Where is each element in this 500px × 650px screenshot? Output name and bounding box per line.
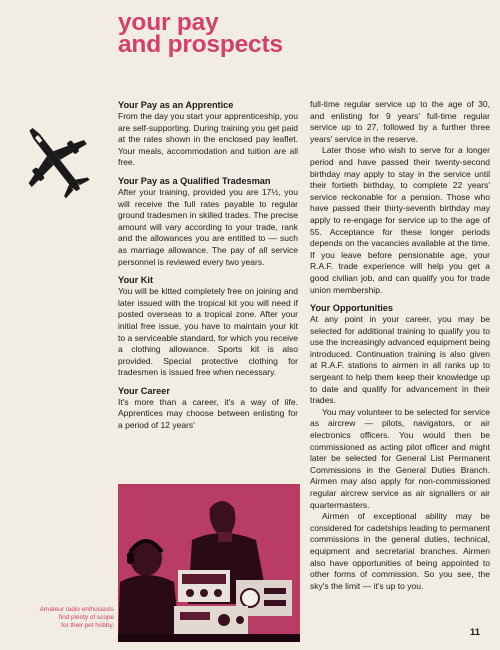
paragraph-opportunities-commissions: Airmen of exceptional ability may be considered for cadetships leading to permanent commissions in the general duties, technical, equipment and secretarial branches. Airmen also have opportunities of being appointed to other forms of commission. So you see, the sky's the limit — it's up to you. <box>310 511 490 591</box>
paragraph-tradesman-pay: After your training, provided you are 17½, you will receive the full rates payable to regular ground tradesmen in skilled trades. The precise amount will vary according to your trade, rank and the allowances you are entitled to — such as marriage allowance. The pay of all service personnel is reviewed every two years. <box>118 186 298 267</box>
page-title <box>118 9 283 58</box>
paragraph-career: It's more than a career, it's a way of life. Apprentices may choose between enlisting for a period of 12 years' <box>118 396 298 431</box>
page-title-line-2: and prospects <box>118 31 283 58</box>
left-column <box>118 99 298 432</box>
heading-career: Your Career <box>118 385 170 396</box>
page-number: 11 <box>470 627 481 638</box>
paragraph-kit: You will be kitted completely free on joining and later issued with the tropical kit you will need if posted overseas to a tropical zone. After your initial free issue, you have to maintain your kit to a serviceable standard, for which you receive a clothing allowance. Sports kit is also provided. Special protective clothing for tradesmen is issued free when necessary. <box>118 286 298 378</box>
caption-line-2: find plenty of scope <box>58 614 114 621</box>
heading-tradesman-pay: Your Pay as a Qualified Tradesman <box>118 175 271 186</box>
paragraph-opportunities-aircrew: You may volunteer to be selected for service as aircrew — pilots, navigators, or air electronics officers. You would then be commissioned as acting pilot officer and might later be selected for General List Permanent Commissions in the General Duties Branch. Airmen may also apply for non-commissioned regular aircrew service as air signallers or air quartermasters. <box>310 406 490 510</box>
jet-aircraft-icon <box>18 118 92 202</box>
caption-line-3: for their pet hobby. <box>61 622 114 629</box>
page-title-line-1: your pay <box>118 9 219 36</box>
caption-line-1: Amateur radio enthusiasts <box>39 606 114 613</box>
heading-kit: Your Kit <box>118 275 154 286</box>
heading-opportunities: Your Opportunities <box>310 303 394 314</box>
photo-caption <box>20 606 114 630</box>
paragraph-opportunities-training: At any point in your career, you may be selected for additional training to qualify you to use the increasingly advanced equipment being introduced. Continuation training is also given at R.A.F. stations to airmen in all ranks up to sergeant to help them keep their knowledge up to date and qualify for advancement in their trades. <box>310 314 490 406</box>
paragraph-longer-service: Later those who wish to serve for a longer period and have passed their twenty-second birthday may apply to stay in the service until their fortieth birthday, to complete 22 years' service reckonable for a pension. Those who have passed their thirty-seventh birthday may apply to re-engage for service up to the age of 55. Acceptance for these longer periods depends on the vacancies available at the time. If you leave before pensionable age, your R.A.F. trade experience will help you get a good civilian job, and can qualify you for trade union membership. <box>310 145 490 295</box>
paragraph-career-continued: full-time regular service up to the age of 30, and enlisting for 9 years' full-time regular service up to 27, followed by a further three years' service in the reserve. <box>310 99 490 144</box>
right-column <box>310 99 490 592</box>
radio-enthusiasts-photo <box>118 484 300 642</box>
paragraph-apprentice-pay: From the day you start your apprenticeship, you are self-supporting. During training you get paid at the rates shown in the enclosed pay leaflet. Your meals, accommodation and tuition are all free. <box>118 111 299 168</box>
heading-apprentice-pay: Your Pay as an Apprentice <box>118 100 234 110</box>
